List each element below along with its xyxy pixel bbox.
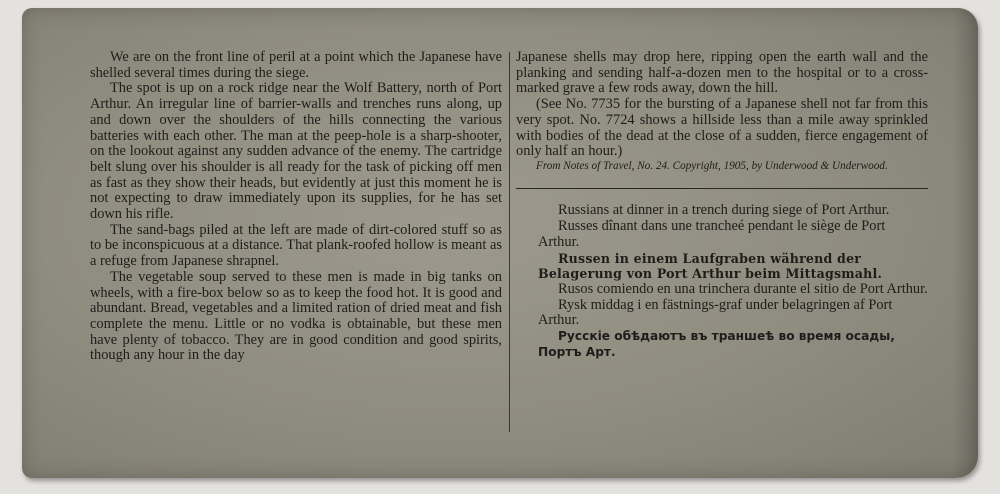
- paragraph-continuation: Japanese shells may drop here, ripping open the earth wall and the planking and sending half-a-dozen men to the hospital or to a cross-marked grave a few rods away, down the hill.: [516, 49, 928, 97]
- copyright-credit: From Notes of Travel, No. 24. Copyright, 1905, by Underwood & Underwood.: [536, 159, 888, 172]
- paragraph-sandbags: The sand-bags piled at the left are made of dirt-colored stuff so as to be inconspicuous at a distance. That plank-roofed hollow is meant as a refuge from Japanese shrapnel.: [90, 221, 502, 270]
- column-divider: [509, 52, 510, 432]
- caption-rule: [516, 188, 928, 189]
- caption-english: Russians at dinner in a trench during siege of Port Arthur.: [558, 202, 890, 219]
- multilingual-captions: [516, 203, 928, 360]
- caption-spanish: Rusos comiendo en una trinchera durante el sitio de Port Arthur.: [558, 280, 928, 297]
- paragraph-soup: The vegetable soup served to these men is made in big tanks on wheels, with a fire-box below so as to keep the food hot. It is good and abundant. Bread, vegetables and a limited ration of dried meat and fish complete the menu. Little or no vodka is obtainable, but these men have plenty of tobacco. They are in good condition and good spirits, though any hour in the day: [90, 268, 502, 364]
- card-edge-shading: [952, 8, 978, 478]
- description-column-right: [516, 50, 928, 360]
- paragraph-reference: (See No. 7735 for the bursting of a Japanese shell not far from this very spot. No. 7724 shows a hillside less than a mile away sprinkled with bodies of the dead at the close of a sudden, fierce engagement of only half an hour.): [516, 96, 928, 160]
- caption-russian: Русскіе обѣдаютъ въ траншеѣ во время осады, Портъ Арт.: [538, 329, 895, 359]
- caption-french: Russes dînant dans une trancheé pendant le siège de Port Arthur.: [538, 218, 886, 250]
- description-column-left: [90, 50, 502, 364]
- paragraph-location: The spot is up on a rock ridge near the Wolf Battery, north of Port Arthur. An irregular line of barrier-walls and trenches runs along, up and down over the shoulders of the hills connecting the various batteries with each other. The man at the peep-hole is a sharp-shooter, on the lookout against any sudden advance of the enemy. The cartridge belt slung over his shoulder is all ready for the task of picking off men as fast as they show their heads, but evidently at just this moment he is not expecting to draw immediately upon its supplies, for he has set down his rifle.: [90, 80, 502, 223]
- caption-german: Russen in einem Laufgraben während der Belagerung von Port Arthur beim Mittagsmahl.: [538, 250, 883, 282]
- paragraph-intro: We are on the front line of peril at a point which the Japanese have shelled several times during the siege.: [90, 49, 502, 81]
- caption-swedish: Rysk middag i en fästnings-graf under belagringen af Port Arthur.: [538, 296, 893, 329]
